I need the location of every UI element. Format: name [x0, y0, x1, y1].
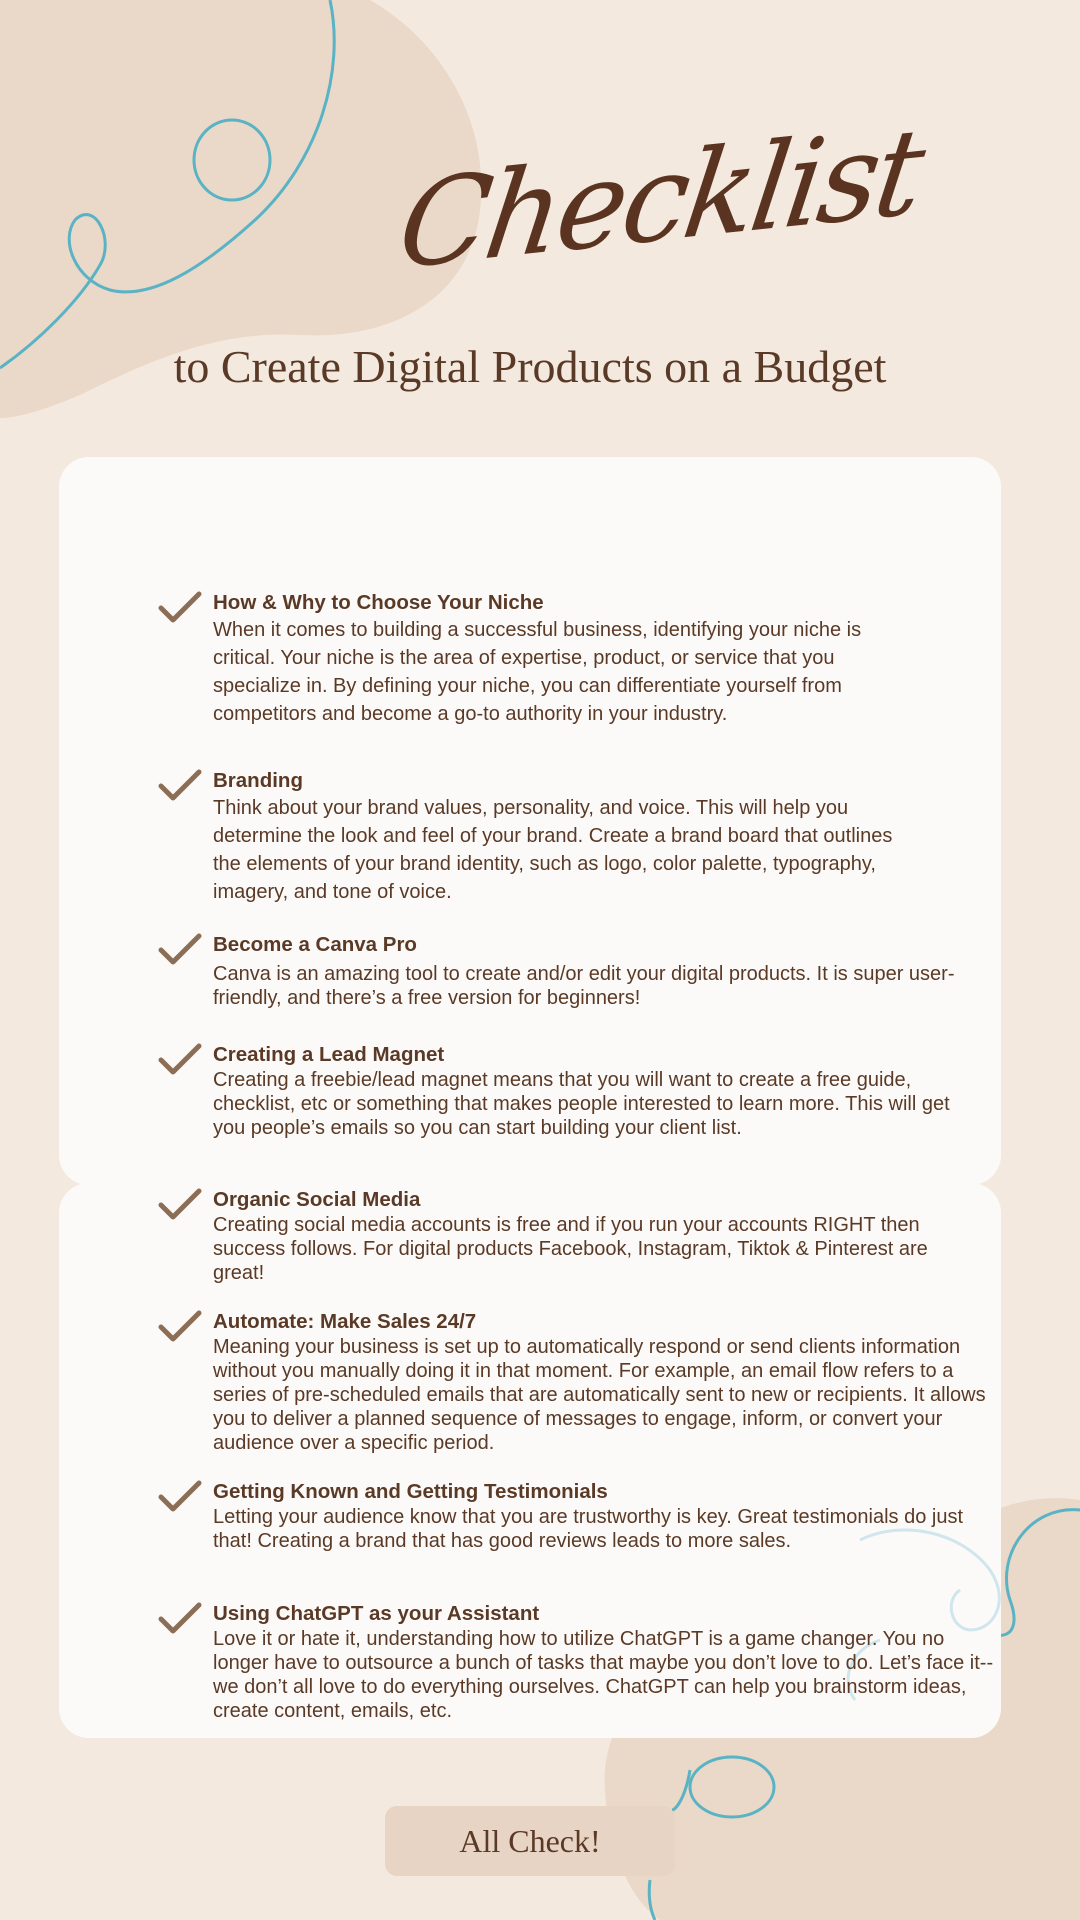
item-title: Getting Known and Getting Testimonials	[213, 1480, 608, 1503]
item-body: Creating a freebie/lead magnet means that you will want to create a free guide, checklist, etc or something that makes people interested to learn more. This will get you people’s emails so you can start building your client list.	[213, 1069, 950, 1139]
checklist-item	[160, 590, 990, 728]
item-body: Meaning your business is set up to automatically respond or send clients information without you manually doing it in that moment. For example, an email flow refers to a series of pre-scheduled emails that are automatically sent to new or recipients. It allows you to deliver a planned sequence of messages to engage, inform, or convert your audience over a specific period.	[213, 1336, 986, 1454]
item-body: Canva is an amazing tool to create and/or edit your digital products. It is super user-friendly, and there’s a free version for beginners!	[213, 963, 955, 1009]
checkmark-icon	[158, 1042, 202, 1076]
item-title: Organic Social Media	[213, 1188, 421, 1211]
item-title: Using ChatGPT as your Assistant	[213, 1602, 540, 1625]
item-title: Become a Canva Pro	[213, 933, 417, 956]
item-title: How & Why to Choose Your Niche	[213, 591, 544, 614]
checklist-script-title: Checklist	[390, 100, 930, 297]
all-check-button[interactable]: All Check!	[385, 1806, 675, 1876]
checkmark-icon	[158, 768, 202, 802]
checklist-item	[160, 1601, 994, 1723]
checkmark-icon	[158, 1479, 202, 1513]
checklist-item	[160, 1309, 990, 1455]
checkmark-icon	[158, 1187, 202, 1221]
item-body: Think about your brand values, personality, and voice. This will help you determine the look and feel of your brand. Create a brand board that outlines the elements of your brand identity, such as logo, color palette, typography, imagery, and tone of voice.	[213, 797, 893, 903]
item-body: When it comes to building a successful business, identifying your niche is critical. Your niche is the area of expertise, product, or service that you specialize in. By defining your niche, you can differentiate yourself from competitors and become a go-to authority in your industry.	[213, 619, 862, 725]
checklist-item	[160, 768, 990, 906]
checkmark-icon	[158, 1601, 202, 1635]
page-subtitle: to Create Digital Products on a Budget	[173, 341, 887, 392]
item-title: Creating a Lead Magnet	[213, 1043, 445, 1066]
item-title: Branding	[213, 769, 303, 792]
item-body: Love it or hate it, understanding how to utilize ChatGPT is a game changer. You no longer have to outsource a bunch of tasks that maybe you don’t love to do. Let’s face it--we don’t all love to do everything ourselves. ChatGPT can help you brainstorm ideas, create content, emails, etc.	[213, 1628, 994, 1722]
item-body: Letting your audience know that you are trustworthy is key. Great testimonials do just that! Creating a brand that has good reviews leads to more sales.	[213, 1506, 963, 1552]
checklist-item	[160, 1042, 990, 1140]
checklist-item	[160, 1187, 990, 1285]
checklist-item	[160, 1479, 990, 1553]
checkmark-icon	[158, 1309, 202, 1343]
checklist-item	[160, 932, 990, 1010]
checkmark-icon	[158, 590, 202, 624]
item-title: Automate: Make Sales 24/7	[213, 1310, 477, 1333]
checkmark-icon	[158, 932, 202, 966]
item-body: Creating social media accounts is free and if you run your accounts RIGHT then success follows. For digital products Facebook, Instagram, Tiktok & Pinterest are great!	[213, 1214, 928, 1284]
